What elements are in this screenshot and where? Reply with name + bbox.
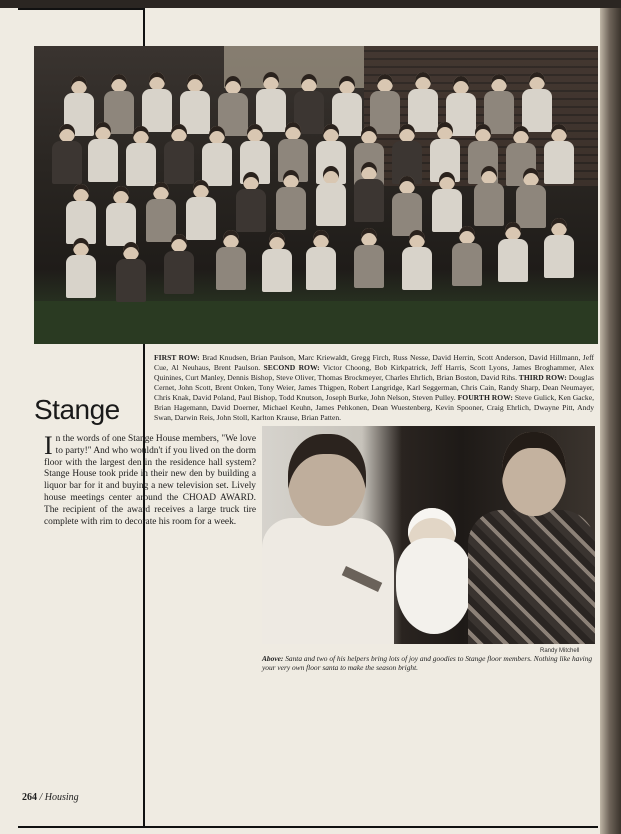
group-member [274,170,308,230]
group-member [104,186,138,246]
group-member [450,226,484,286]
santa-photo [262,426,595,644]
story-text [44,431,256,528]
group-member [400,230,434,290]
group-member [314,166,348,226]
lawn [34,301,598,344]
group-member [200,126,234,186]
helper-right [468,510,595,644]
group-member [64,184,98,244]
group-member [162,124,196,184]
group-member [542,218,576,278]
group-member [352,228,386,288]
group-member [304,230,338,290]
group-member [86,122,120,182]
page-edge [600,8,621,834]
group-member [472,166,506,226]
group-member [114,242,148,302]
group-member [64,238,98,298]
group-member [352,162,386,222]
group-member [390,124,424,184]
bottom-rule [18,826,598,828]
group-member [430,172,464,232]
group-member [214,230,248,290]
photo-credit: Randy Mitchell [540,648,580,654]
group-member [140,72,174,132]
group-member [124,126,158,186]
group-member [390,176,424,236]
group-caption: FIRST ROW: Brad Knudsen, Brian Paulson, Marc Kriewaldt, Gregg Firch, Russ Nesse, David Herrin, Scott Anderson, David Hillmann, Jeff Cue, Al Neuhaus, Brent Paulson. SECOND ROW: Victor Choong, Bob Kirkpatrick, Jeff Harris, Scott Lyons, James Broghammer, Alex Quinines, Curt Manley, Dennis Bishop, Steve Oliver, Thomas Brockmeyer, Charles Ehrlich, Brian Boston, David Rihs. THIRD ROW: Douglas Cernet, John Scott, Brent Onken, Tony Weier, James Thigpen, Robert Langridge, Karl Seggerman, Chris Cain, Randy Sharp, Dean Neumayer, Chris Knak, David Poland, Paul Bishop, Todd Knutson, Joseph Burke, John Nelson, Steven Pulley. FOURTH ROW: Steve Gulick, Ken Gacke, Brian Hagemann, David Doerner, Michael Keuhn, James Pehkonen, Dean Wuestenberg, Kevin Spooner, Craig Ehrlich, Dwayne Pitt, Andy Swan, Darwin Reis, John Stoll, Karlton Krause, Brian Patten. [154,353,595,422]
drop-cap: I [44,431,53,460]
section-title: Stange [34,394,120,425]
group-member [162,234,196,294]
group-member [234,172,268,232]
photo-caption: Above: Santa and two of his helpers bring lots of joy and goodies to Stange floor members. Nothing like having your very own floor santa to make the season bright. [262,654,593,673]
group-member [260,232,294,292]
group-member [520,72,554,132]
top-rule [18,8,143,10]
group-member [184,180,218,240]
page-folio: 264 / Housing [22,792,79,803]
group-member [496,222,530,282]
story-body: n the words of one Stange House members, "We love to party!" And who wouldn't if you lived on the dorm floor with the largest den in the residence hall system? Stange House took pride in their new den by building a liquor bar for it and buying a new television set. Lively house meetings center around the CHOAD AWARD. The recipient of the award receives a large truck tire complete with rim to decorate his room for a week. [44,434,256,527]
group-photo [34,46,598,344]
group-member [50,124,84,184]
group-member [144,182,178,242]
